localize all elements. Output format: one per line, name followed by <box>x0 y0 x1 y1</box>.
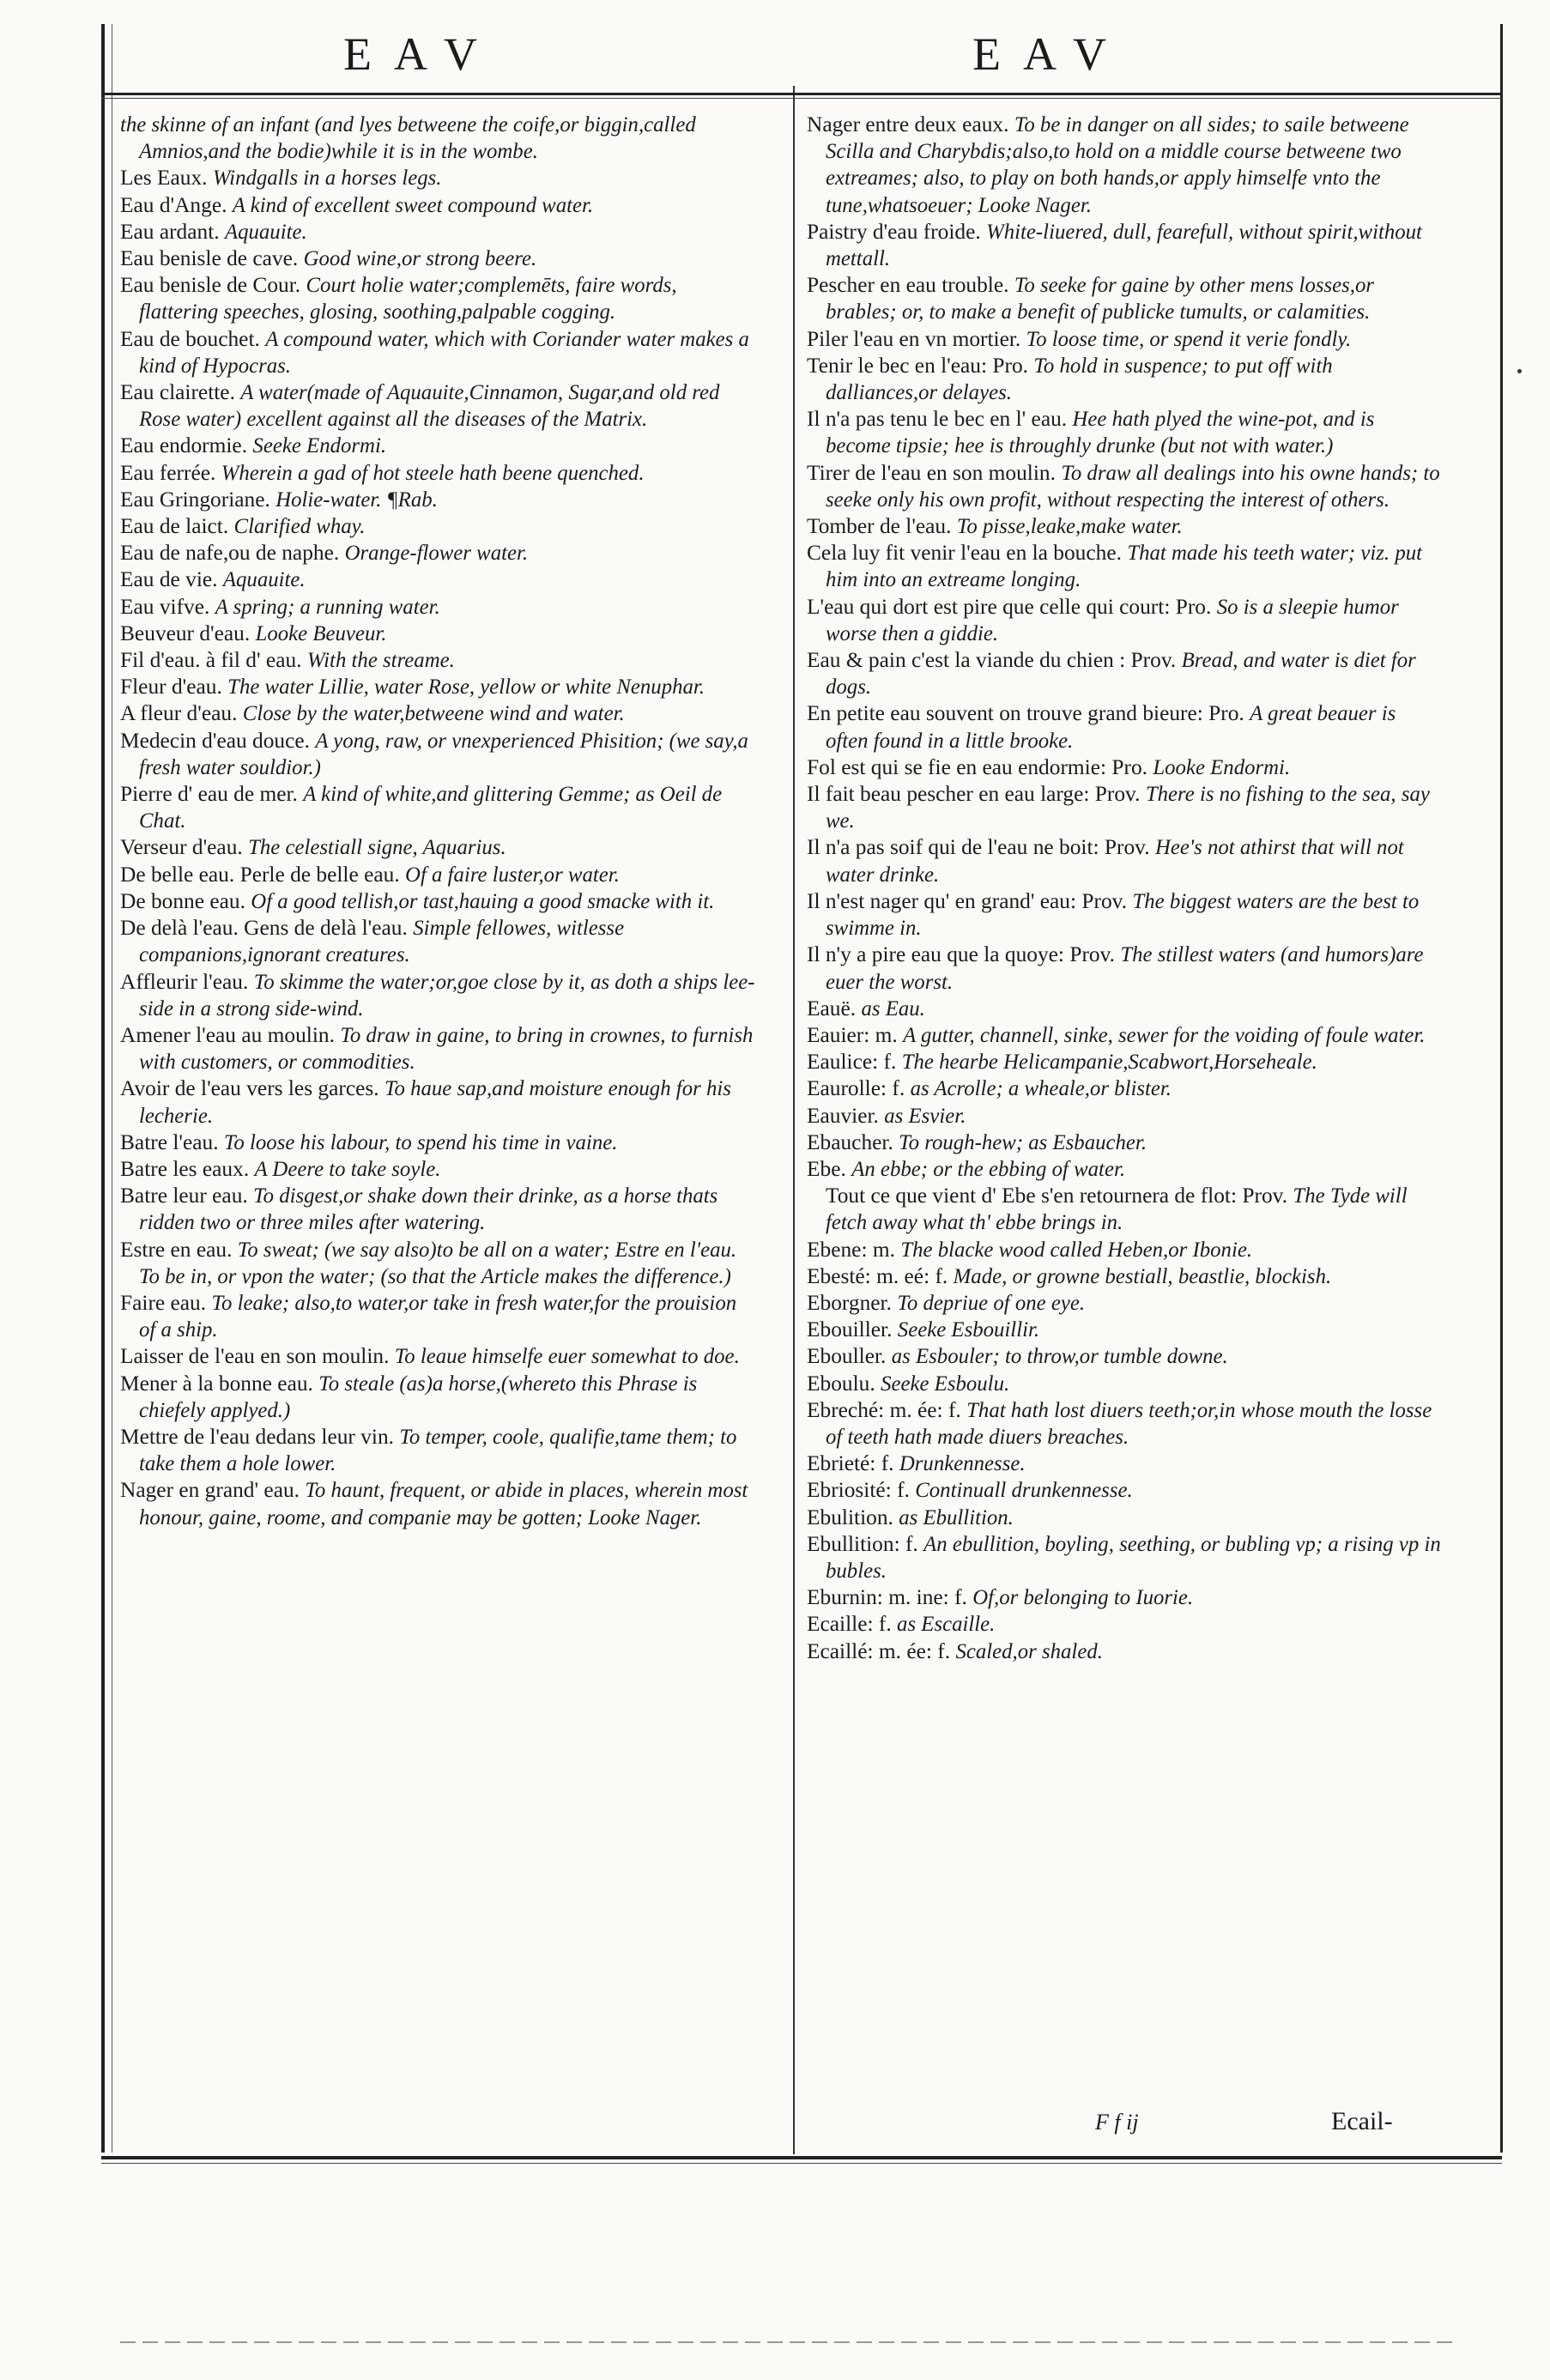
entry-definition: Orange-flower water. <box>344 542 529 566</box>
dictionary-entry <box>807 647 1444 700</box>
entry-headword: Nager entre deux eaux. <box>807 112 1009 136</box>
dictionary-entry <box>807 540 1444 593</box>
entry-definition: Aquauite. <box>222 568 306 592</box>
entry-definition: With the streame. <box>306 649 455 673</box>
entry-definition: To pisse,leake,make water. <box>956 515 1183 539</box>
entry-headword: Ecaillé: m. ée: f. <box>807 1638 951 1663</box>
dictionary-entry <box>120 487 757 513</box>
entry-definition: A compound water, which with Coriander water makes a kind of Hypocras. <box>139 327 749 378</box>
entry-headword: Medecin d'eau douce. <box>120 728 311 753</box>
entry-definition: White-liuered, dull, fearefull, without spirit,without mettall. <box>826 220 1422 271</box>
margin-mark <box>1517 369 1522 373</box>
dictionary-entry <box>807 781 1444 834</box>
dictionary-entry <box>120 728 757 781</box>
entry-headword: Eauvier. <box>807 1103 879 1128</box>
entry-headword: Eaulice: f. <box>807 1050 897 1075</box>
dictionary-entry <box>807 219 1444 272</box>
dictionary-entry <box>120 1075 757 1129</box>
dictionary-entry <box>120 1424 757 1477</box>
dictionary-entry <box>120 915 757 968</box>
entry-headword: Amener l'eau au moulin. <box>120 1022 335 1047</box>
entry-headword: Ebe. <box>807 1156 846 1181</box>
entry-headword: Ebesté: m. eé: f. <box>807 1263 948 1288</box>
dictionary-entry <box>807 1450 1444 1477</box>
dictionary-entry <box>807 834 1444 887</box>
entry-headword: Il n'y a pire eau que la quoye: Prov. <box>807 942 1115 967</box>
entry-definition: To sweat; (we say also)to be all on a water; Estre en l'eau. To be in, or vpon the water; (so that the Article makes the difference.) <box>139 1238 737 1288</box>
entry-headword: Fol est qui se fie en eau endormie: Pro. <box>807 754 1147 779</box>
entry-definition: Windgalls in a horses legs. <box>212 167 442 191</box>
entry-headword: Tenir le bec en l'eau: Pro. <box>807 353 1029 378</box>
entry-definition: Good wine,or strong beere. <box>303 247 537 271</box>
entry-headword: Ebouller. <box>807 1344 887 1369</box>
dictionary-entry <box>120 862 757 888</box>
entry-headword: Nager en grand' eau. <box>120 1478 300 1503</box>
dictionary-entry <box>120 1290 757 1343</box>
entry-headword: Ebullition: f. <box>807 1531 918 1556</box>
dictionary-entry <box>120 1237 757 1290</box>
dictionary-entry <box>807 942 1444 995</box>
entry-headword: De delà l'eau. Gens de delà l'eau. <box>120 916 408 941</box>
entry-headword: Mettre de l'eau dedans leur vin. <box>120 1424 395 1449</box>
dictionary-entry <box>120 192 757 219</box>
entry-definition: The stillest waters (and humors)are euer the worst. <box>826 943 1424 994</box>
entry-headword: Eau de nafe,ou de naphe. <box>120 541 340 566</box>
dictionary-entry <box>807 1317 1444 1343</box>
entry-headword: Eaurolle: f. <box>807 1076 905 1101</box>
entry-definition: Wherein a gad of hot steele hath beene quenched. <box>221 461 645 485</box>
dictionary-entry <box>120 1371 757 1424</box>
dictionary-entry <box>807 1638 1444 1665</box>
dictionary-entry <box>807 353 1444 406</box>
entry-definition: as Acrolle; a wheale,or blister. <box>910 1077 1172 1101</box>
entry-definition: Hee's not athirst that will not water drinke. <box>826 836 1404 887</box>
dictionary-entry <box>807 1075 1444 1102</box>
entry-definition: To leaue himselfe euer somewhat to doe. <box>394 1345 740 1369</box>
entry-headword: Eau Gringoriane. <box>120 487 270 512</box>
entry-definition: as Esbouler; to throw,or tumble downe. <box>891 1345 1228 1369</box>
entry-definition: The blacke wood called Heben,or Ibonie. <box>900 1238 1253 1262</box>
entry-definition: Seeke Esboulu. <box>881 1372 1010 1396</box>
dictionary-entry <box>807 1584 1444 1611</box>
entry-definition: Hee hath plyed the wine-pot, and is become tipsie; hee is throughly drunke (but not with water.) <box>826 408 1375 458</box>
entry-definition: The Tyde will fetch away what th' ebbe brings in. <box>826 1184 1408 1235</box>
entry-definition: To haue sap,and moisture enough for his lecherie. <box>139 1077 731 1128</box>
entry-definition: A kind of excellent sweet compound water. <box>232 193 594 217</box>
entry-headword: Piler l'eau en vn mortier. <box>807 326 1021 351</box>
entry-headword: Ebreché: m. ée: f. <box>807 1397 961 1422</box>
entry-definition: as Eau. <box>861 996 925 1020</box>
entry-definition: A kind of white,and glittering Gemme; as Oeil de Chat. <box>139 783 723 833</box>
dictionary-entry <box>807 1103 1444 1129</box>
entry-definition: A yong, raw, or vnexperienced Phisition; (we say,a fresh water souldior.) <box>139 729 748 779</box>
left-column <box>120 112 757 1531</box>
entry-definition: To draw all dealings into his owne hands; to seeke only his own profit, without respecting the interest of others. <box>826 461 1440 512</box>
dictionary-entry <box>807 700 1444 754</box>
entry-definition: Made, or growne bestiall, beastlie, blockish. <box>953 1264 1332 1288</box>
entry-definition: Court holie water;complemēts, faire words, flattering speeches, glosing, soothing,palpable cogging. <box>139 274 677 324</box>
entry-headword: Eau ferrée. <box>120 460 216 485</box>
entry-definition: A great beauer is often found in a little brooke. <box>826 702 1396 753</box>
dictionary-entry <box>807 888 1444 942</box>
dictionary-entry <box>120 245 757 272</box>
entry-definition: To skimme the water;or,goe close by it, as doth a ships lee-side in a strong side-wind. <box>139 970 755 1020</box>
dictionary-entry <box>120 834 757 861</box>
entry-headword: A fleur d'eau. <box>120 701 238 726</box>
catchword: Ecail- <box>1331 2107 1393 2135</box>
entry-definition: To haunt, frequent, or abide in places, wherein most honour, gaine, roome, and companie may be gotten; Looke Nager. <box>139 1479 748 1529</box>
entry-definition: To hold in suspence; to put off with dalliances,or delayes. <box>826 354 1333 405</box>
dictionary-entry <box>807 112 1444 219</box>
entry-definition: To draw in gaine, to bring in crownes, to furnish with customers, or commodities. <box>139 1023 754 1075</box>
right-border-rule <box>1500 24 1503 2153</box>
entry-definition: as Esvier. <box>884 1104 966 1128</box>
dictionary-entry <box>807 1129 1444 1156</box>
dictionary-entry <box>807 1531 1444 1584</box>
dictionary-entry <box>807 1237 1444 1263</box>
dictionary-entry <box>807 460 1444 513</box>
entry-headword: Fleur d'eau. <box>120 675 222 699</box>
entry-headword: Ebulition. <box>807 1505 893 1529</box>
dictionary-entry <box>807 1371 1444 1397</box>
dictionary-entry <box>120 326 757 379</box>
dictionary-entry <box>120 888 757 915</box>
entry-headword: Les Eaux. <box>120 166 208 191</box>
entry-headword: Batre l'eau. <box>120 1129 219 1154</box>
entry-definition: The hearbe Helicampanie,Scabwort,Horseheale. <box>901 1051 1317 1075</box>
dictionary-entry <box>807 406 1444 459</box>
dictionary-entry <box>120 379 757 433</box>
dictionary-entry <box>120 1477 757 1530</box>
dictionary-entry <box>807 1611 1444 1638</box>
dictionary-entry <box>807 326 1444 353</box>
entry-headword: Il n'est nager qu' en grand' eau: Prov. <box>807 888 1128 913</box>
entry-headword: Paistry d'eau froide. <box>807 219 981 244</box>
header-rule <box>101 93 1502 95</box>
header-rule-inner <box>101 98 1502 99</box>
entry-headword: Cela luy fit venir l'eau en la bouche. <box>807 541 1122 566</box>
dictionary-entry <box>120 621 757 647</box>
entry-definition: the skinne of an infant (and lyes betweene the coife,or biggin,called Amnios,and the bodie)while it is in the wombe. <box>120 113 696 164</box>
entry-headword: De bonne eau. <box>120 888 245 913</box>
dictionary-entry <box>120 1156 757 1183</box>
entry-definition: An ebbe; or the ebbing of water. <box>851 1157 1126 1181</box>
entry-headword: Eau d'Ange. <box>120 192 227 217</box>
dictionary-entry <box>807 996 1444 1022</box>
dictionary-entry <box>807 1505 1444 1531</box>
entry-headword: Ebouiller. <box>807 1317 893 1342</box>
entry-definition: The biggest waters are the best to swimme in. <box>826 889 1420 941</box>
entry-definition: Simple fellowes, witlesse companions,ignorant creatures. <box>139 917 625 967</box>
entry-definition: To loose his labour, to spend his time in vaine. <box>223 1130 618 1154</box>
entry-headword: Faire eau. <box>120 1290 207 1315</box>
entry-definition: To temper, coole, qualifie,tame them; to take them a hole lower. <box>139 1425 737 1476</box>
entry-headword: Estre en eau. <box>120 1237 233 1262</box>
footer-rule <box>101 2156 1502 2159</box>
entry-definition: Drunkennesse. <box>899 1452 1026 1476</box>
entry-definition: Close by the water,betweene wind and water. <box>242 702 625 726</box>
entry-headword: L'eau qui dort est pire que celle qui court: Pro. <box>807 594 1212 619</box>
entry-headword: Il n'a pas soif qui de l'eau ne boit: Prov. <box>807 835 1150 860</box>
dictionary-entry <box>120 647 757 674</box>
dictionary-entry <box>807 1263 1444 1290</box>
dictionary-entry <box>807 513 1444 540</box>
entry-headword: Beuveur d'eau. <box>120 621 251 645</box>
dictionary-entry <box>120 112 757 165</box>
dictionary-entry <box>120 1343 757 1370</box>
dictionary-entry <box>807 1183 1444 1236</box>
entry-headword: Eau de laict. <box>120 514 229 539</box>
entry-headword: Ecaille: f. <box>807 1612 892 1637</box>
dictionary-entry <box>120 1129 757 1156</box>
entry-headword: Eboulu. <box>807 1371 875 1396</box>
entry-definition: To depriue of one eye. <box>897 1291 1086 1315</box>
entry-definition: To leake; also,to water,or take in fresh water,for the prouision of a ship. <box>139 1291 737 1342</box>
entry-definition: Clarified whay. <box>233 515 366 539</box>
dictionary-entry <box>120 540 757 566</box>
entry-headword: Eau benisle de cave. <box>120 246 299 271</box>
entry-headword: Tout ce que vient d' Ebe s'en retournera de flot: Prov. <box>826 1184 1288 1208</box>
entry-headword: Tirer de l'eau en son moulin. <box>807 460 1056 485</box>
entry-headword: Ebriosité: f. <box>807 1478 910 1503</box>
entry-headword: Eau benisle de Cour. <box>120 273 301 298</box>
entry-headword: Eau endormie. <box>120 433 248 458</box>
entry-definition: To steale (as)a horse,(whereto this Phrase is chiefely applyed.) <box>139 1372 698 1422</box>
entry-definition: The water Lillie, water Rose, yellow or white Nenuphar. <box>227 675 705 699</box>
entry-headword: Eau clairette. <box>120 380 235 405</box>
dictionary-entry <box>807 1397 1444 1450</box>
entry-headword: Eborgner. <box>807 1290 892 1315</box>
entry-definition: Seeke Endormi. <box>252 434 387 458</box>
entry-headword: Pierre d' eau de mer. <box>120 782 298 807</box>
entry-definition: as Ebullition. <box>899 1505 1014 1529</box>
right-column <box>807 112 1444 1665</box>
entry-definition: as Escaille. <box>897 1613 996 1637</box>
entry-definition: Bread, and water is diet for dogs. <box>826 649 1416 699</box>
entry-definition: Continuall drunkennesse. <box>915 1479 1133 1503</box>
dictionary-entry <box>807 1290 1444 1317</box>
entry-headword: Eauë. <box>807 996 857 1020</box>
dictionary-entry <box>120 272 757 325</box>
entry-definition: So is a sleepie humor worse then a giddie. <box>826 595 1399 645</box>
dictionary-entry <box>120 674 757 700</box>
dictionary-entry <box>807 272 1444 325</box>
entry-headword: Batre leur eau. <box>120 1184 248 1208</box>
dictionary-entry <box>807 754 1444 781</box>
dictionary-entry <box>807 1049 1444 1075</box>
dictionary-entry <box>807 1022 1444 1049</box>
entry-definition: Aquauite. <box>224 220 307 244</box>
entry-headword: Il fait beau pescher en eau large: Prov. <box>807 782 1141 807</box>
entry-definition: An ebullition, boyling, seething, or bubling vp; a rising vp in bubles. <box>826 1532 1441 1583</box>
entry-definition: There is no fishing to the sea, say we. <box>826 783 1430 833</box>
dictionary-entry <box>807 1156 1444 1183</box>
running-head-left: EAV <box>343 28 500 80</box>
entry-headword: Ebene: m. <box>807 1237 895 1262</box>
entry-headword: Tomber de l'eau. <box>807 514 952 539</box>
entry-definition: A gutter, channell, sinke, sewer for the voiding of foule water. <box>903 1023 1426 1047</box>
entry-definition: Seeke Esbouillir. <box>897 1318 1040 1342</box>
entry-definition: To be in danger on all sides; to saile betweene Scilla and Charybdis;also,to hold on a middle course betweene two extreames; also, to play on both hands,or apply himselfe vnto the tune,whatsoeuer; Looke Nager. <box>826 113 1409 217</box>
entry-definition: Of a good tellish,or tast,hauing a good smacke with it. <box>251 889 715 913</box>
dictionary-entry <box>120 700 757 727</box>
dictionary-entry <box>807 1343 1444 1370</box>
entry-definition: A spring; a running water. <box>215 595 440 619</box>
dictionary-entry <box>807 594 1444 647</box>
entry-definition: Holie-water. ¶Rab. <box>275 488 438 512</box>
dictionary-entry <box>120 513 757 540</box>
entry-headword: De belle eau. Perle de belle eau. <box>120 862 400 887</box>
entry-definition: Of,or belonging to Iuorie. <box>972 1586 1194 1610</box>
dictionary-entry <box>120 219 757 245</box>
entry-definition: Of a faire luster,or water. <box>405 863 620 887</box>
dictionary-entry <box>120 1022 757 1075</box>
entry-headword: Pescher en eau trouble. <box>807 273 1009 298</box>
entry-headword: Avoir de l'eau vers les garces. <box>120 1076 379 1101</box>
entry-headword: Eburnin: m. ine: f. <box>807 1585 967 1610</box>
dictionary-entry <box>120 460 757 487</box>
entry-headword: Laisser de l'eau en son moulin. <box>120 1344 390 1369</box>
entry-definition: To seeke for gaine by other mens losses,or brables; or, to make a benefit of publicke tumults, or calamities. <box>826 274 1375 324</box>
entry-definition: A water(made of Aquauite,Cinnamon, Sugar,and old red Rose water) excellent against all the diseases of the Matrix. <box>139 381 720 432</box>
signature-mark: F f ij <box>1095 2110 1139 2135</box>
entry-definition: A Deere to take soyle. <box>254 1157 441 1181</box>
entry-headword: Verseur d'eau. <box>120 835 243 860</box>
footer-rule-inner <box>101 2163 1502 2164</box>
dictionary-entry <box>120 781 757 834</box>
dictionary-entry <box>120 969 757 1022</box>
left-border-rule <box>101 24 105 2153</box>
entry-headword: Batre les eaux. <box>120 1156 250 1181</box>
entry-headword: Eau & pain c'est la viande du chien : Prov. <box>807 648 1177 673</box>
entry-definition: Scaled,or shaled. <box>955 1639 1103 1663</box>
dictionary-entry <box>120 594 757 621</box>
entry-headword: Mener à la bonne eau. <box>120 1371 313 1396</box>
dictionary-entry <box>120 566 757 593</box>
page-edge-scrap <box>120 2341 1459 2343</box>
entry-headword: En petite eau souvent on trouve grand bieure: Pro. <box>807 701 1244 726</box>
entry-headword: Ebaucher. <box>807 1129 893 1154</box>
entry-headword: Eau vifve. <box>120 594 210 619</box>
dictionary-entry <box>120 433 757 459</box>
entry-headword: Eauier: m. <box>807 1022 898 1047</box>
entry-definition: To disgest,or shake down their drinke, as a horse thats ridden two or three miles after watering. <box>139 1184 718 1235</box>
entry-definition: To loose time, or spend it verie fondly. <box>1026 327 1352 351</box>
dictionary-entry <box>120 1183 757 1236</box>
entry-definition: That hath lost diuers teeth;or,in whose mouth the losse of teeth hath made diuers breaches. <box>826 1398 1432 1449</box>
dictionary-page <box>41 0 1509 2380</box>
entry-headword: Il n'a pas tenu le bec en l' eau. <box>807 407 1068 432</box>
entry-definition: That made his teeth water; viz. put him into an extreame longing. <box>826 542 1423 592</box>
entry-definition: Looke Endormi. <box>1153 755 1291 779</box>
running-head-right: EAV <box>972 28 1129 80</box>
column-divider <box>793 86 795 2154</box>
entry-headword: Fil d'eau. à fil d' eau. <box>120 648 302 673</box>
entry-headword: Eau ardant. <box>120 219 220 244</box>
entry-headword: Eau de bouchet. <box>120 326 260 351</box>
entry-definition: Looke Beuveur. <box>255 621 387 645</box>
entry-definition: To rough-hew; as Esbaucher. <box>899 1130 1147 1154</box>
dictionary-entry <box>120 165 757 191</box>
entry-headword: Eau de vie. <box>120 567 218 592</box>
entry-headword: Ebrieté: f. <box>807 1451 894 1476</box>
dictionary-entry <box>807 1477 1444 1504</box>
entry-definition: The celestiall signe, Aquarius. <box>248 836 506 860</box>
entry-headword: Affleurir l'eau. <box>120 969 249 994</box>
